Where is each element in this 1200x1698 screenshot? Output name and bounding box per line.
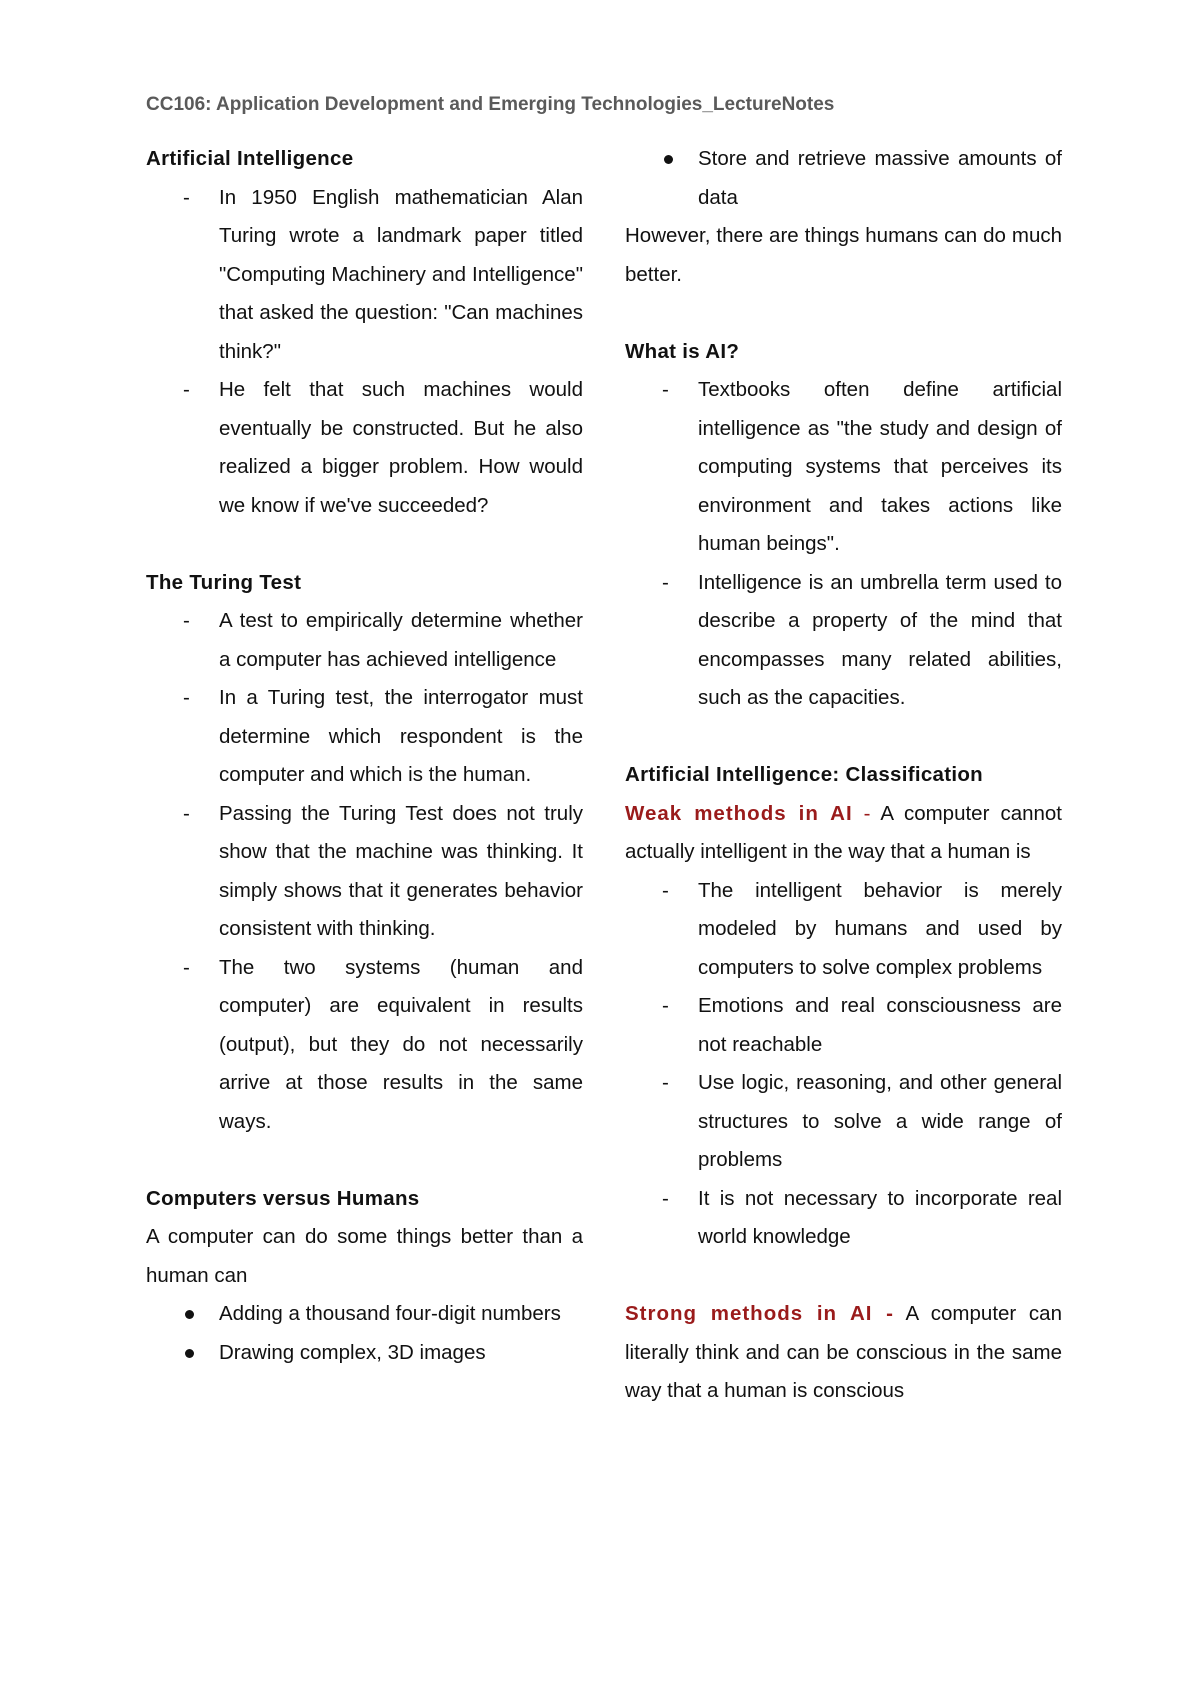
paragraph: However, there are things humans can do much better.	[625, 224, 1062, 286]
spacer	[625, 294, 1062, 333]
list-item: - Use logic, reasoning, and other general structures to solve a wide range of problems	[625, 1064, 1062, 1180]
weak-methods-paragraph	[625, 795, 1062, 872]
weak-methods-description: A computer cannot actually intelligent in the way that a human is	[625, 801, 1062, 863]
weak-methods-separator: -	[852, 801, 881, 825]
strong-methods-description: A computer can literally think and can be conscious in the same way that a human is conscious	[625, 1302, 1062, 1402]
paragraph: A computer can do some things better than a human can	[146, 1225, 583, 1287]
list-item: - In a Turing test, the interrogator must determine which respondent is the computer and which is the human.	[146, 679, 583, 795]
spacer	[146, 1141, 583, 1180]
spacer	[625, 718, 1062, 757]
what-is-ai-list	[625, 371, 1062, 718]
list-item: - It is not necessary to incorporate real world knowledge	[625, 1180, 1062, 1257]
bullet-item: Drawing complex, 3D images	[146, 1334, 583, 1373]
list-item: - Textbooks often define artificial intelligence as "the study and design of computing systems that perceives its environment and takes actions like human beings".	[625, 371, 1062, 564]
section-heading-what-is-ai: What is AI?	[625, 339, 740, 363]
cvh-bullet-list	[146, 1295, 583, 1372]
list-item: - The two systems (human and computer) are equivalent in results (output), but they do not necessarily arrive at those results in the same ways.	[146, 949, 583, 1142]
spacer	[146, 525, 583, 564]
list-item: - Emotions and real consciousness are not reachable	[625, 987, 1062, 1064]
section-heading-artificial-intelligence: Artificial Intelligence	[146, 147, 354, 170]
list-item: - Intelligence is an umbrella term used to describe a property of the mind that encompasses many related abilities, such as the capacities.	[625, 564, 1062, 718]
right-column	[625, 140, 1062, 1411]
list-item: - In 1950 English mathematician Alan Turing wrote a landmark paper titled "Computing Machinery and Intelligence" that asked the question: "Can machines think?"	[146, 179, 583, 372]
bullet-item: Store and retrieve massive amounts of data	[625, 140, 1062, 217]
left-column	[146, 140, 583, 1372]
strong-methods-term: Strong methods in AI -	[625, 1302, 894, 1325]
weak-methods-term: Weak methods in AI	[625, 801, 853, 825]
section-heading-classification: Artificial Intelligence: Classification	[625, 763, 984, 786]
turing-list	[146, 602, 583, 1141]
bullet-item: Adding a thousand four-digit numbers	[146, 1295, 583, 1334]
ai-list	[146, 179, 583, 526]
page-header: CC106: Application Development and Emerging Technologies_LectureNotes	[146, 94, 835, 115]
cvh-bullet-list-continued	[625, 140, 1062, 217]
weak-methods-list	[625, 872, 1062, 1257]
spacer	[625, 1257, 1062, 1296]
section-heading-turing-test: The Turing Test	[146, 570, 302, 594]
section-heading-computers-vs-humans: Computers versus Humans	[146, 1186, 420, 1210]
list-item: - A test to empirically determine whether a computer has achieved intelligence	[146, 602, 583, 679]
list-item: - Passing the Turing Test does not truly show that the machine was thinking. It simply shows that it generates behavior consistent with thinking.	[146, 795, 583, 949]
list-item: - The intelligent behavior is merely modeled by humans and used by computers to solve complex problems	[625, 872, 1062, 988]
list-item: - He felt that such machines would eventually be constructed. But he also realized a bigger problem. How would we know if we've succeeded?	[146, 371, 583, 525]
strong-methods-paragraph	[625, 1295, 1062, 1411]
